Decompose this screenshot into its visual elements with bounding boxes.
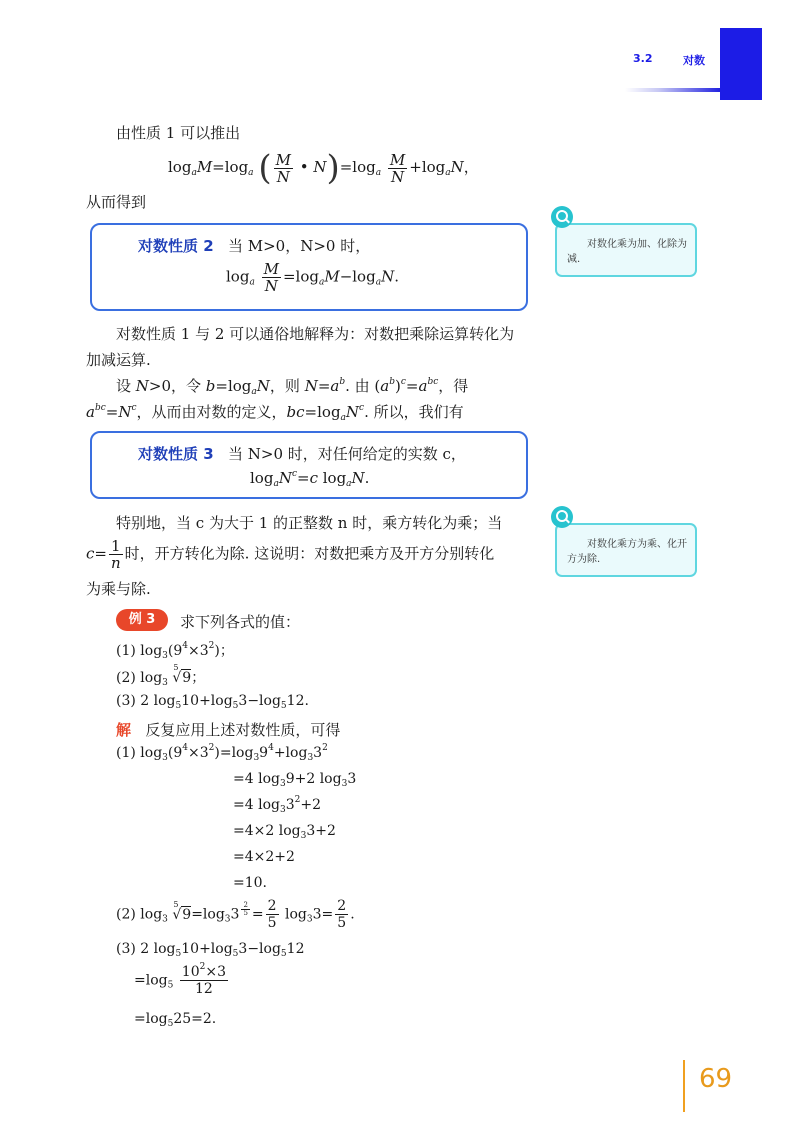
derive-text: 从而得到 [86, 193, 147, 211]
example-prompt: 求下列各式的值： [180, 613, 301, 631]
special-line-3: 为乘与除. [86, 580, 151, 598]
solution-3-step-3: $=\log_525=2$. [134, 1011, 217, 1029]
margin-note-1 [555, 223, 697, 277]
question-2: (2) $\log_3$ 5 √9； [116, 663, 206, 688]
special-line-2: c= $\frac{1}{n}$ 时，开方转化为除. 这说明：对数把乘方及开方分别转化 [86, 537, 495, 572]
solution-3-step-1: (3) 2 $\log_510+\log_53-\log_512$ [116, 941, 305, 959]
special-line-2-tail: 时，开方转化为除. 这说明：对数把乘方及开方分别转化 [124, 544, 495, 563]
property-3-title: 对数性质 3 [138, 445, 214, 463]
property-2-formula: $\log_a$ $\frac{M}{N}$ $=\log_aM-\log_aN$. [226, 260, 399, 295]
explain-line-2: 加减运算. [86, 351, 151, 369]
solution-1-step-1: (1) $\log_3(9^4\times 3^2)=\log_39^4+\log_33^2$ [116, 743, 328, 763]
solution-1-step-5: =4×2+2 [233, 849, 295, 865]
intro-text: 由性质 1 可以推出 [116, 124, 241, 142]
explain-line-1: 对数性质 1 与 2 可以通俗地解释为：对数把乘除运算转化为 [116, 325, 515, 343]
property-2-condition: 当 M>0，N>0 时， [227, 237, 371, 255]
solution-1-step-6: =10. [233, 875, 267, 891]
example-tag: 例 3 [116, 609, 168, 631]
section-number: 3.2 [633, 52, 653, 65]
solution-intro: 反复应用上述对数性质，可得 [145, 721, 341, 739]
solution-label: 解 [116, 721, 132, 739]
property-3-condition: 当 N>0 时，对任何给定的实数 c， [227, 445, 466, 463]
property-2-box [90, 223, 528, 311]
solution-1-step-2: =4 $\log_39+2$ $\log_33$ [233, 771, 357, 789]
property-2-title: 对数性质 2 [138, 237, 214, 255]
equation-derivation: $\log_aM=\log_a$ ( $\frac{M}{N}$ • $N)=\log_a$ $\frac{M}{N}$ $+\log_aN$， [168, 148, 479, 188]
margin-note-1-text: 对数化乘为加、化除为减. [567, 239, 687, 265]
question-3: (3) 2 $\log_510+\log_53-\log_512$. [116, 693, 309, 711]
page-number-divider [683, 1060, 685, 1112]
solution-intro-line [116, 719, 340, 740]
magnifier-icon [551, 206, 573, 228]
solution-1-step-3: =4 $\log_33^2+2$ [233, 795, 321, 815]
derivation-line-1: 设 N>0，令 $b=\log_aN$，则 $N=a^b$. 由 $(a^b)^c=a^{bc}$，得 [116, 377, 469, 397]
property-3-box [90, 431, 528, 499]
margin-note-2-text: 对数化乘方为乘、化开方为除. [567, 539, 687, 565]
solution-2: (2) $\log_3$ 5 $√9=\log_33$ $^{\frac{2}{5}}$ = $\frac{2}{5}$ $\log_33=$ $\frac{2}{5}$ . [116, 898, 355, 931]
section-title: 对数 [683, 54, 705, 67]
solution-3-step-2: $=\log_5$ $\frac{10^2\times 3}{12}$ [134, 962, 226, 997]
page-number: 69 [699, 1064, 733, 1094]
margin-note-2 [555, 523, 697, 577]
solution-1-step-4: =4×2 $\log_33+2$ [233, 823, 336, 841]
magnifier-icon [551, 506, 573, 528]
special-line-1: 特别地，当 c 为大于 1 的正整数 n 时，乘方转化为乘；当 [116, 514, 503, 532]
property-3-formula: $\log_aN^c=c$ $\log_aN$. [250, 469, 370, 489]
derivation-line-2: $a^{bc}=N^c$，从而由对数的定义，$bc=\log_aN^c$. 所以，我们有 [86, 403, 464, 423]
question-1: (1) $\log_3(9^4\times 3^2)$； [116, 641, 234, 661]
header-color-block [720, 28, 762, 100]
